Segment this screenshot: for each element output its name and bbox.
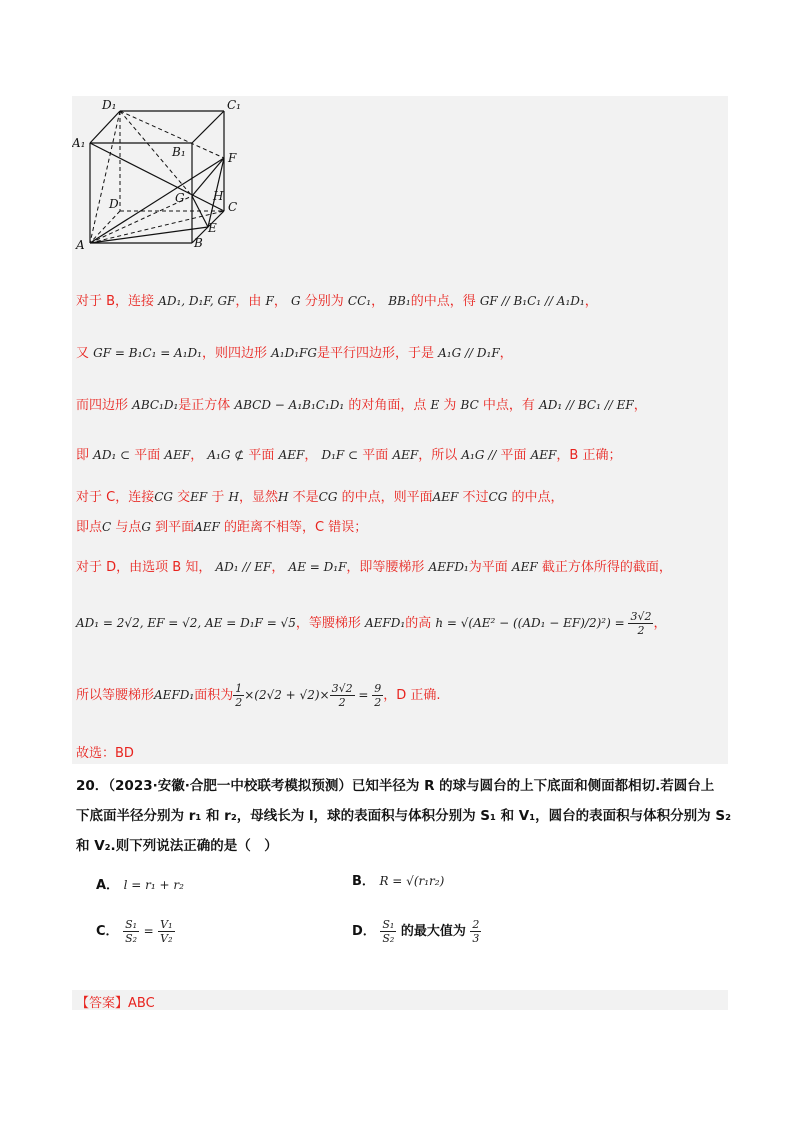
label-E: E [208,221,217,235]
label-B1: B₁ [172,145,186,159]
solution-line-b3: 而四边形 ABC₁D₁是正方体 ABCD − A₁B₁C₁D₁ 的对角面，点 E 为 BC 中点，有 AD₁ // BC₁ // EF， [76,398,647,413]
solution-line-c2: 即点C 与点G 到平面AEF 的距离不相等，C 错误； [76,520,368,535]
label-F: F [228,151,237,165]
label-D: D [109,197,119,211]
option-c: C． $\frac{\text{S₁}}{\text{S₂}}$ = $\frac{\text{V₁}}{\text{V₂}}$ [96,918,173,945]
label-B: B [194,236,203,250]
label-H: H [213,189,224,203]
option-a: A． l = r₁ + r₂ [96,878,184,893]
label-A1: A₁ [72,136,86,150]
answer-bar [72,990,728,1010]
solution-line-d2: AD₁ = 2√2, EF = √2, AE = D₁F = √5，等腰梯形 AEFD₁的高 h = √(AE² − ((AD₁ − EF)/2)²) = $\frac{3√2}{2}$ ， [76,610,667,637]
answer-text: 【答案】ABC [76,996,155,1011]
option-b: B． R = √(r₁r₂) [352,874,445,889]
label-C1: C₁ [227,98,241,112]
label-D1: D₁ [102,98,117,112]
solution-line-d1: 对于 D，由选项 B 知， AD₁ // EF， AE = D₁F，即等腰梯形 AEFD₁为平面 AEF 截正方体所得的截面， [76,560,672,575]
solution-line-c1: 对于 C，连接CG 交EF 于 H，显然H 不是CG 的中点，则平面AEF 不过CG 的中点， [76,490,564,505]
question-line-3: 和 V₂.则下列说法正确的是（ ） [76,838,278,854]
label-G: G [175,191,185,205]
option-d: D． $\frac{\text{S₁}}{\text{S₂}}$ 的最大值为 $\frac{2}{3}$ [352,918,480,945]
cube-figure [72,96,252,256]
label-C: C [228,200,238,214]
question-line-2: 下底面半径分别为 r₁ 和 r₂，母线长为 l，球的表面积与体积分别为 S₁ 和 V₁，圆台的表面积与体积分别为 S₂ [76,808,731,824]
question-line-1: 20．（2023·安徽·合肥一中校联考模拟预测）已知半径为 R 的球与圆台的上下底面和侧面都相切.若圆台上 [76,778,715,794]
solution-line-b1: 对于 B，连接 AD₁, D₁F, GF，由 F， G 分别为 CC₁， BB₁的中点，得 GF // B₁C₁ // A₁D₁， [76,294,598,309]
solution-line-b4: 即 AD₁ ⊂ 平面 AEF， A₁G ⊄ 平面 AEF， D₁F ⊂ 平面 AEF，所以 A₁G // 平面 AEF，B 正确； [76,448,622,463]
solution-line-b2: 又 GF = B₁C₁ = A₁D₁，则四边形 A₁D₁FG是平行四边形，于是 A₁G // D₁F， [76,346,513,361]
solution-line-d3: 所以等腰梯形AEFD₁面积为 $\frac{1}{2}$ ×(2√2 + √2)× $\frac{3√2}{2}$ = $\frac{9}{2}$ ，D 正确. [76,682,441,709]
label-A: A [76,238,85,252]
solution-choice: 故选：BD [76,746,134,761]
